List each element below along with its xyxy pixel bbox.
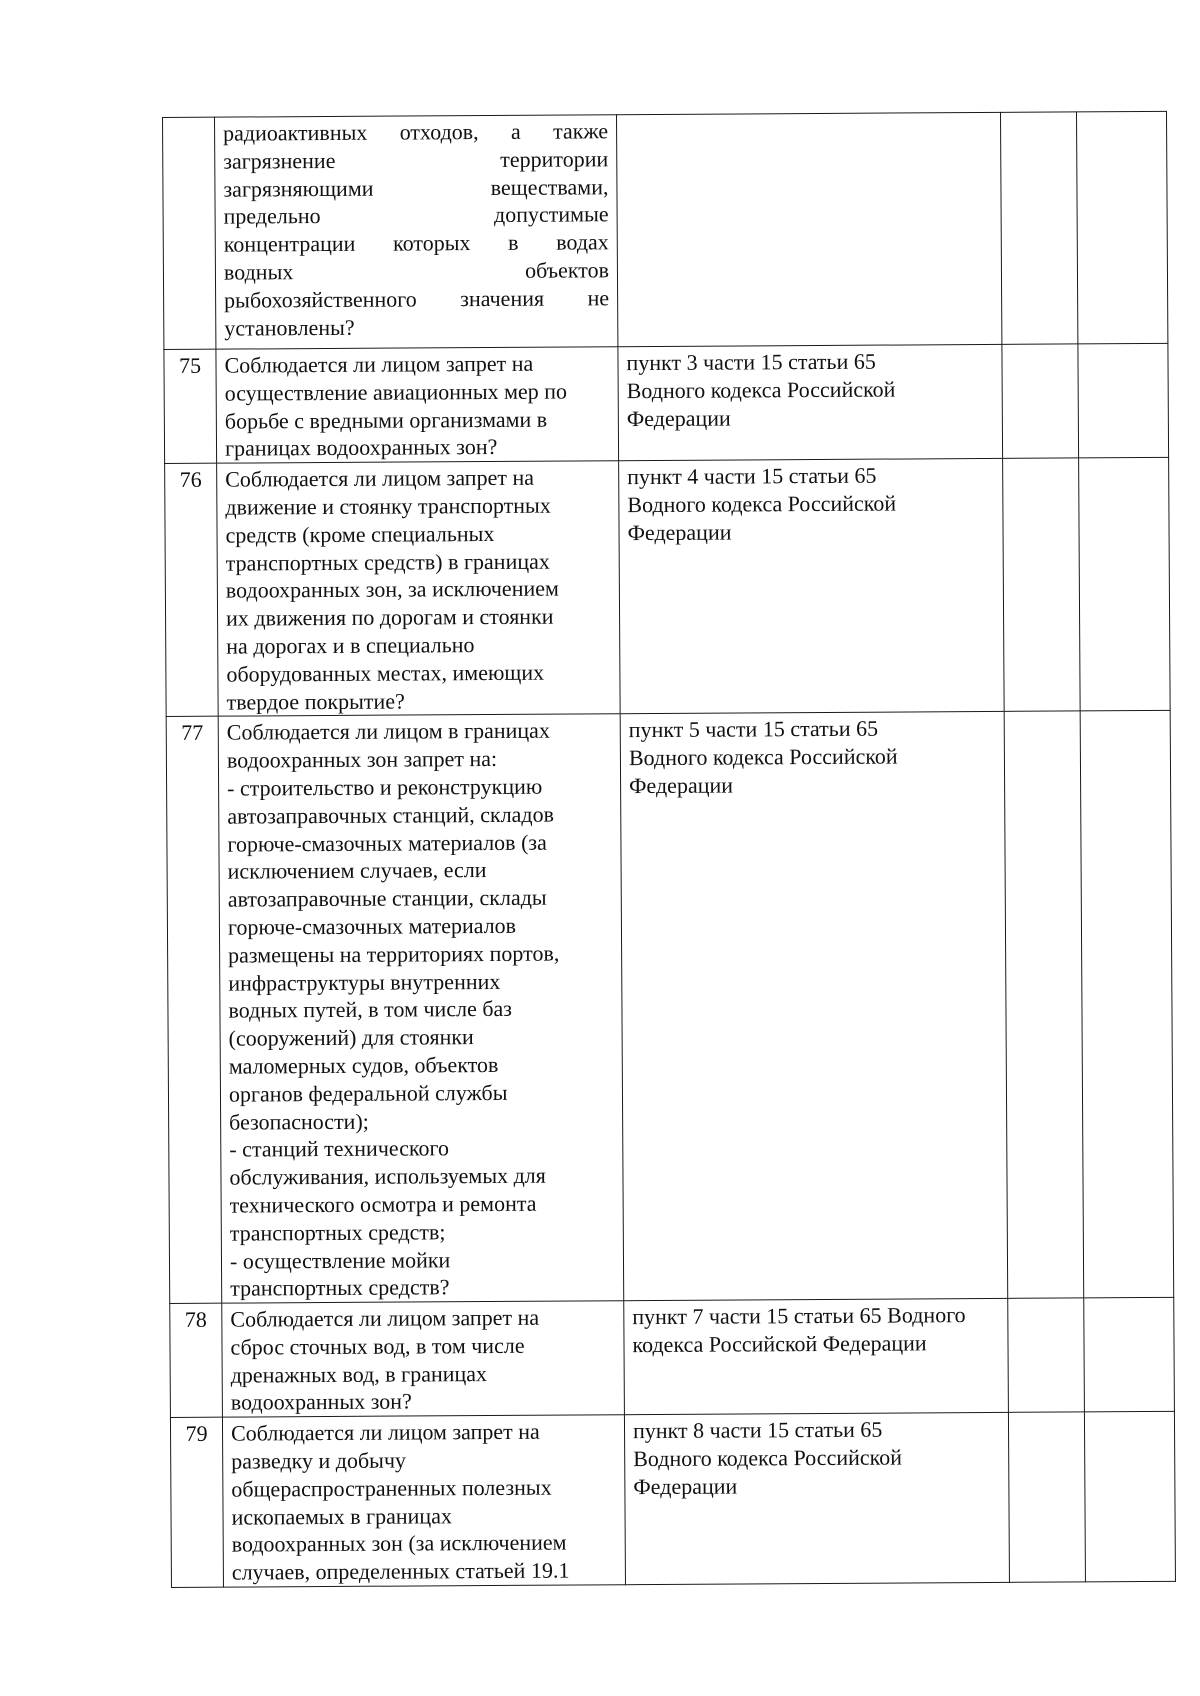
question-line: общераспространенных полезных xyxy=(231,1474,552,1502)
row-number-cell: 77 xyxy=(166,717,222,1304)
mark-cell-yes xyxy=(1008,1298,1085,1413)
table-row xyxy=(166,711,1174,1304)
mark-cell-no xyxy=(1084,1412,1175,1582)
question-line: Соблюдается ли лицом запрет на xyxy=(230,1418,540,1446)
question-line: радиоактивных отходов, а также xyxy=(223,118,609,146)
table-row-continuation xyxy=(163,111,1168,349)
mark-cell-yes xyxy=(1002,344,1079,459)
question-line: случаев, определенных статьей 19.1 xyxy=(231,1557,570,1585)
question-cell xyxy=(215,115,618,349)
table-row xyxy=(164,343,1169,463)
question-line: инфраструктуры внутренних xyxy=(228,968,501,996)
question-line: технического осмотра и ремонта xyxy=(229,1190,537,1218)
reference-cell xyxy=(624,1298,1009,1415)
table-row xyxy=(170,1297,1175,1417)
reference-line: Водного кодекса Российской xyxy=(626,376,896,403)
reference-line: кодекса Российской Федерации xyxy=(632,1330,927,1358)
question-line: средств (кроме специальных xyxy=(225,520,495,548)
reference-cell xyxy=(618,344,1003,461)
question-line: исключением случаев, если xyxy=(227,857,487,884)
reference-line: Федерации xyxy=(633,1473,738,1500)
question-cell xyxy=(217,461,621,717)
question-line: их движения по дорогам и стоянки xyxy=(225,603,554,631)
row-number-cell: 76 xyxy=(165,463,219,716)
question-line: установлены? xyxy=(224,314,355,341)
question-line: водоохранных зон запрет на: xyxy=(226,746,498,773)
question-line: органов федеральной службы xyxy=(228,1079,508,1107)
question-line: водоохранных зон, за исключением xyxy=(225,575,559,603)
reference-line: пункт 4 части 15 статьи 65 xyxy=(627,462,877,490)
reference-line: пункт 8 части 15 статьи 65 xyxy=(632,1416,883,1444)
question-line: дренажных вод, в границах xyxy=(230,1360,488,1388)
reference-line: Федерации xyxy=(627,519,732,545)
question-line: горюче-смазочных материалов xyxy=(227,912,517,940)
question-line: Соблюдается ли лицом запрет на xyxy=(230,1304,540,1332)
reference-line: Водного кодекса Российской xyxy=(633,1444,903,1472)
checklist-table xyxy=(162,111,1176,1588)
row-number-cell: 75 xyxy=(164,349,217,464)
question-line: - осуществление мойки xyxy=(229,1246,451,1274)
question-line: водоохранных зон (за исключением xyxy=(231,1530,567,1558)
reference-line: Водного кодекса Российской xyxy=(627,490,897,518)
row-number-cell xyxy=(163,117,216,349)
question-line: рыбохозяйственного значения не xyxy=(224,285,610,313)
question-line: движение и стоянку транспортных xyxy=(225,492,551,520)
mark-cell-yes xyxy=(1000,112,1077,344)
question-line: - станций технического xyxy=(229,1135,450,1162)
mark-cell-no xyxy=(1079,458,1171,712)
reference-cell xyxy=(620,712,1008,1301)
reference-line: пункт 3 части 15 статьи 65 xyxy=(626,348,876,376)
question-line: транспортных средств? xyxy=(230,1274,450,1301)
question-line: твердое покрытие? xyxy=(226,688,405,715)
reference-line: Федерации xyxy=(629,772,734,799)
mark-cell-no xyxy=(1078,343,1169,458)
question-line: автозаправочных станций, складов xyxy=(227,801,555,829)
reference-cell xyxy=(624,1413,1009,1585)
row-number-cell: 79 xyxy=(170,1417,223,1587)
question-line: водоохранных зон? xyxy=(230,1388,412,1416)
question-line: безопасности); xyxy=(229,1108,369,1135)
question-cell xyxy=(218,714,624,1303)
question-line: предельно допустимые xyxy=(223,201,609,230)
mark-cell-no xyxy=(1084,1297,1175,1412)
question-line: концентрации которых в водах xyxy=(223,229,609,257)
reference-line: пункт 7 части 15 статьи 65 Водного xyxy=(632,1302,966,1330)
row-number-cell: 78 xyxy=(170,1303,223,1418)
question-line: загрязняющими веществами, xyxy=(223,173,609,202)
question-line: обслуживания, используемых для xyxy=(229,1162,546,1190)
question-line: размещены на территориях портов, xyxy=(228,940,560,968)
mark-cell-no xyxy=(1080,711,1174,1298)
question-line: разведку и добычу xyxy=(231,1447,407,1474)
reference-cell xyxy=(619,459,1005,715)
question-line: осуществление авиационных мер по xyxy=(224,378,568,406)
question-line: на дорогах и в специально xyxy=(226,632,475,659)
mark-cell-yes xyxy=(1008,1412,1085,1582)
table-row xyxy=(170,1412,1175,1588)
question-cell xyxy=(222,1415,625,1587)
question-line: ископаемых в границах xyxy=(231,1502,453,1530)
reference-line: Водного кодекса Российской xyxy=(628,743,898,771)
question-line: автозаправочные станции, склады xyxy=(227,884,547,912)
mark-cell-yes xyxy=(1003,458,1081,712)
question-line: загрязнение территории xyxy=(223,146,609,174)
question-line: борьбе с вредными организмами в xyxy=(224,406,548,434)
question-line: Соблюдается ли лицом запрет на xyxy=(224,350,534,378)
reference-line: пункт 5 части 15 статьи 65 xyxy=(628,715,879,743)
mark-cell-no xyxy=(1076,111,1167,344)
reference-line: Федерации xyxy=(626,405,731,431)
question-line: (сооружений) для стоянки xyxy=(228,1024,474,1051)
question-line: границах водоохранных зон? xyxy=(224,434,498,462)
question-line: транспортных средств; xyxy=(229,1218,446,1246)
question-cell xyxy=(222,1301,625,1418)
reference-cell xyxy=(616,112,1001,346)
question-line: водных объектов xyxy=(223,257,610,285)
question-line: - строительство и реконструкцию xyxy=(227,773,543,801)
question-line: сброс сточных вод, в том числе xyxy=(230,1332,525,1360)
question-line: горюче-смазочных материалов (за xyxy=(227,829,547,857)
mark-cell-yes xyxy=(1004,711,1084,1298)
question-line: Соблюдается ли лицом в границах xyxy=(226,718,550,745)
question-line: оборудованных местах, имеющих xyxy=(226,659,545,687)
question-line: Соблюдается ли лицом запрет на xyxy=(225,464,535,492)
question-line: маломерных судов, объектов xyxy=(228,1051,499,1079)
question-line: транспортных средств) в границах xyxy=(225,548,550,576)
question-line: водных путей, в том числе баз xyxy=(228,996,513,1023)
table-row xyxy=(165,458,1171,717)
question-cell xyxy=(216,347,619,464)
